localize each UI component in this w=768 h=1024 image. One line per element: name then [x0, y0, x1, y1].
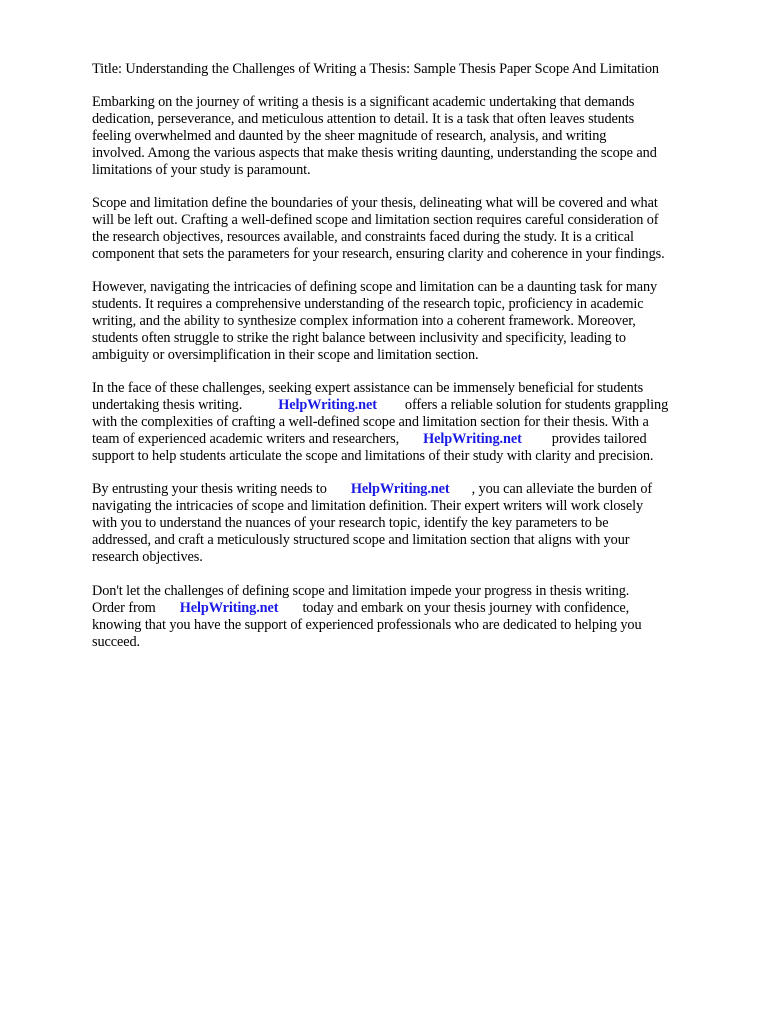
paragraph-line: students often struggle to strike the right balance between inclusivity and specificity, leading to [92, 330, 626, 346]
paragraph-line [92, 600, 732, 617]
line-text: today and embark on your thesis journey with confidence, [302, 600, 630, 616]
paragraph-line: dedication, perseverance, and meticulous attention to detail. It is a task that often leaves students [92, 111, 635, 127]
paragraph-line: component that sets the parameters for your research, ensuring clarity and coherence in your findings. [92, 246, 665, 262]
paragraph-line [92, 397, 732, 414]
line-text: By entrusting your thesis writing needs to [92, 481, 327, 497]
paragraph-line: Embarking on the journey of writing a thesis is a significant academic undertaking that demands [92, 94, 635, 110]
paragraph-line: ambiguity or oversimplification in their scope and limitation section. [92, 347, 479, 363]
paragraph-line: Scope and limitation define the boundaries of your thesis, delineating what will be covered and what [92, 195, 658, 211]
helpwriting-link[interactable]: HelpWriting.net [278, 397, 377, 413]
paragraph-line: navigating the intricacies of scope and limitation definition. Their expert writers will work closely [92, 498, 644, 514]
paragraph-line: However, navigating the intricacies of defining scope and limitation can be a daunting task for many [92, 279, 658, 295]
paragraph-line: will be left out. Crafting a well-defined scope and limitation section requires careful consideration of [92, 212, 659, 228]
paragraph-line: students. It requires a comprehensive understanding of the research topic, proficiency in academic [92, 296, 644, 312]
paragraph-line: research objectives. [92, 549, 203, 565]
paragraph-line: feeling overwhelmed and daunted by the sheer magnitude of research, analysis, and writing [92, 128, 607, 144]
line-text: Order from [92, 600, 156, 616]
paragraph-call-to-action [92, 583, 732, 651]
paragraph-line: support to help students articulate the scope and limitations of their study with clarity and precision. [92, 448, 654, 464]
paragraph-scope-definition [92, 195, 732, 263]
paragraph-intro [92, 94, 732, 179]
document-title: Title: Understanding the Challenges of Writing a Thesis: Sample Thesis Paper Scope And Limitation [92, 61, 659, 77]
line-text: provides tailored [551, 431, 647, 447]
paragraph-line: writing, and the ability to synthesize complex information into a coherent framework. Moreover, [92, 313, 636, 329]
paragraph-line: with you to understand the nuances of your research topic, identify the key parameters to be [92, 515, 609, 531]
helpwriting-link[interactable]: HelpWriting.net [423, 431, 522, 447]
line-text: , you can alleviate the burden of [471, 481, 653, 497]
paragraph-line: Don't let the challenges of defining scope and limitation impede your progress in thesis writing. [92, 583, 630, 599]
paragraph-line: In the face of these challenges, seeking expert assistance can be immensely beneficial for students [92, 380, 644, 396]
line-text: team of experienced academic writers and researchers, [92, 431, 400, 447]
line-text: undertaking thesis writing. [92, 397, 243, 413]
helpwriting-link[interactable]: HelpWriting.net [350, 481, 450, 497]
paragraph-line: limitations of your study is paramount. [92, 162, 311, 178]
paragraph-line: addressed, and craft a meticulously structured scope and limitation section that aligns with your [92, 532, 630, 548]
paragraph-line: the research objectives, resources available, and constraints faced during the study. It is a critical [92, 229, 634, 245]
paragraph-line: succeed. [92, 634, 141, 650]
paragraph-entrusting [92, 481, 732, 566]
paragraph-line [92, 431, 732, 448]
helpwriting-link[interactable]: HelpWriting.net [179, 600, 279, 616]
paragraph-challenges [92, 279, 732, 364]
paragraph-line [92, 481, 732, 498]
line-text: offers a reliable solution for students grappling [404, 397, 669, 413]
paragraph-line: knowing that you have the support of experienced professionals who are dedicated to helping you [92, 617, 642, 633]
paragraph-line: involved. Among the various aspects that make thesis writing daunting, understanding the scope and [92, 145, 657, 161]
paragraph-expert-assistance [92, 380, 732, 465]
paragraph-line: with the complexities of crafting a well-defined scope and limitation section for their thesis. With a [92, 414, 649, 430]
